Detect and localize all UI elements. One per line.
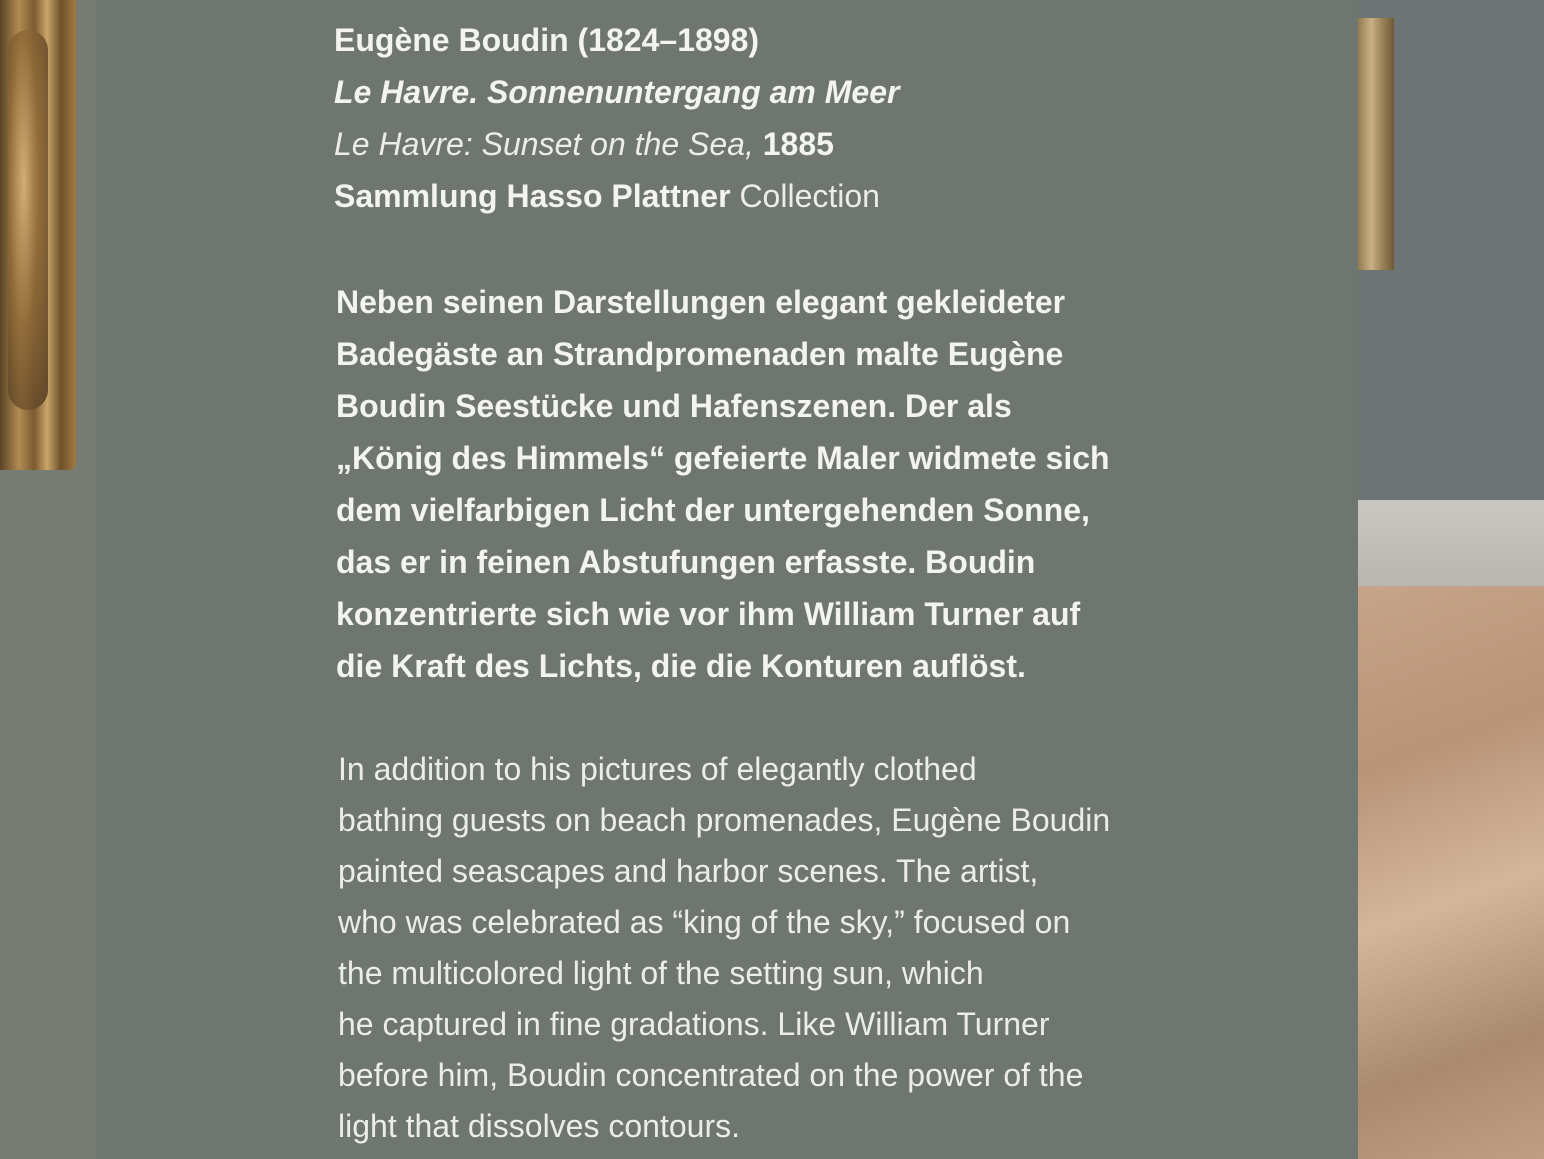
artwork-year: 1885	[762, 126, 834, 162]
german-line: Boudin Seestücke und Hafenszenen. Der als	[336, 388, 1012, 424]
english-line: he captured in fine gradations. Like William Turner	[338, 1006, 1050, 1042]
collection-line	[334, 170, 1234, 222]
baseboard	[1338, 500, 1544, 586]
title-english-line	[334, 118, 1234, 170]
english-line: painted seascapes and harbor scenes. The artist,	[338, 853, 1039, 889]
label-header	[334, 14, 1234, 222]
title-english: Le Havre: Sunset on the Sea,	[334, 126, 754, 162]
artist-name: Eugène Boudin (1824–1898)	[334, 22, 760, 58]
english-line: who was celebrated as “king of the sky,” focused on	[338, 904, 1071, 940]
collection-name: Sammlung Hasso Plattner	[334, 178, 731, 214]
wooden-floor	[1338, 586, 1544, 1159]
german-line: konzentrierte sich wie vor ihm William Turner auf	[336, 596, 1081, 632]
wall-label-panel	[96, 0, 1358, 1159]
english-line: the multicolored light of the setting sun, which	[338, 955, 984, 991]
english-line: light that dissolves contours.	[338, 1108, 740, 1144]
english-line: bathing guests on beach promenades, Eugène Boudin	[338, 802, 1111, 838]
collection-word: Collection	[739, 178, 880, 214]
gilded-frame-right	[1356, 18, 1394, 270]
title-german: Le Havre. Sonnenuntergang am Meer	[334, 74, 900, 110]
german-description	[336, 276, 1236, 692]
german-line: die Kraft des Lichts, die die Konturen auflöst.	[336, 648, 1026, 684]
german-line: „König des Himmels“ gefeierte Maler widmete sich	[336, 440, 1110, 476]
gilded-frame-left	[0, 0, 76, 470]
german-line: dem vielfarbigen Licht der untergehenden Sonne,	[336, 492, 1090, 528]
german-line: Badegäste an Strandpromenaden malte Eugène	[336, 336, 1064, 372]
german-line: das er in feinen Abstufungen erfasste. Boudin	[336, 544, 1036, 580]
english-description	[338, 744, 1238, 1152]
english-line: In addition to his pictures of elegantly clothed	[338, 751, 977, 787]
frame-ornament	[8, 30, 48, 410]
english-line: before him, Boudin concentrated on the power of the	[338, 1057, 1084, 1093]
german-line: Neben seinen Darstellungen elegant gekleideter	[336, 284, 1066, 320]
